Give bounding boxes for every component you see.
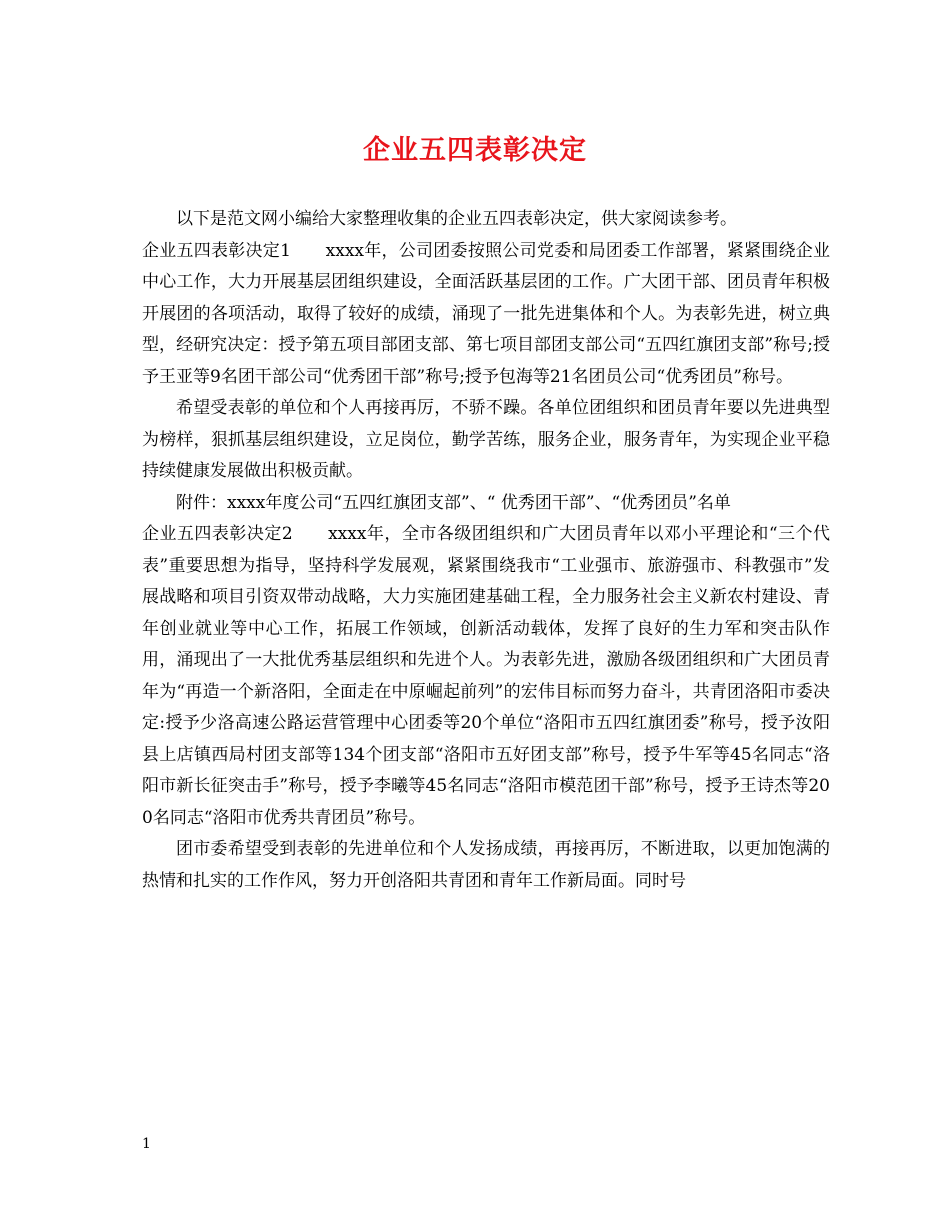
document-title: 企业五四表彰决定 [363,135,587,166]
paragraph-decision-1: 企业五四表彰决定1 xxxx年，公司团委按照公司党委和局团委工作部署，紧紧围绕企业中心工作，大力开展基层团组织建设，全面活跃基层团的工作。广大团干部、团员青年积极开展团的各项活动，取得了较好的成绩，涌现了一批先进集体和个人。为表彰先进，树立典型，经研究决定：授予第五项目部团支部、第七项目部团支部公司“五四红旗团支部”称号;授予王亚等9名团干部公司“优秀团干部”称号;授予包海等21名团员公司“优秀团员”称号。 [142,240,830,387]
page-number: 1 [142,1136,151,1152]
document-body [142,204,830,897]
paragraph-decision-2: 企业五四表彰决定2 xxxx年，全市各级团组织和广大团员青年以邓小平理论和“三个代表”重要思想为指导，坚持科学发展观，紧紧围绕我市“工业强市、旅游强市、科教强市”发展战略和项目引资双带动战略，大力实施团建基础工程，全力服务社会主义新农村建设、青年创业就业等中心工作，拓展工作领域，创新活动载体，发挥了良好的生力军和突击队作用，涌现出了一大批优秀基层组织和先进个人。为表彰先进，激励各级团组织和广大团员青年为“再造一个新洛阳，全面走在中原崛起前列”的宏伟目标而努力奋斗，共青团洛阳市委决定:授予少洛高速公路运营管理中心团委等20个单位“洛阳市五四红旗团委”称号，授予汝阳县上店镇西局村团支部等134个团支部“洛阳市五好团支部”称号，授予牛军等45名同志“洛阳市新长征突击手”称号，授予李曦等45名同志“洛阳市模范团干部”称号，授予王诗杰等200名同志“洛阳市优秀共青团员”称号。 [142,524,830,828]
paragraph-closing: 团市委希望受到表彰的先进单位和个人发扬成绩，再接再厉，不断进取，以更加饱满的热情和扎实的工作作风，努力开创洛阳共青团和青年工作新局面。同时号 [142,839,830,891]
paragraph-hope: 希望受表彰的单位和个人再接再厉，不骄不躁。各单位团组织和团员青年要以先进典型为榜样，狠抓基层组织建设，立足岗位，勤学苦练，服务企业，服务青年，为实现企业平稳持续健康发展做出积极贡献。 [142,398,830,481]
paragraph-attachment: 附件：xxxx年度公司“五四红旗团支部”、“ 优秀团干部”、“优秀团员”名单 [176,492,731,513]
paragraph-intro: 以下是范文网小编给大家整理收集的企业五四表彰决定，供大家阅读参考。 [176,209,737,229]
